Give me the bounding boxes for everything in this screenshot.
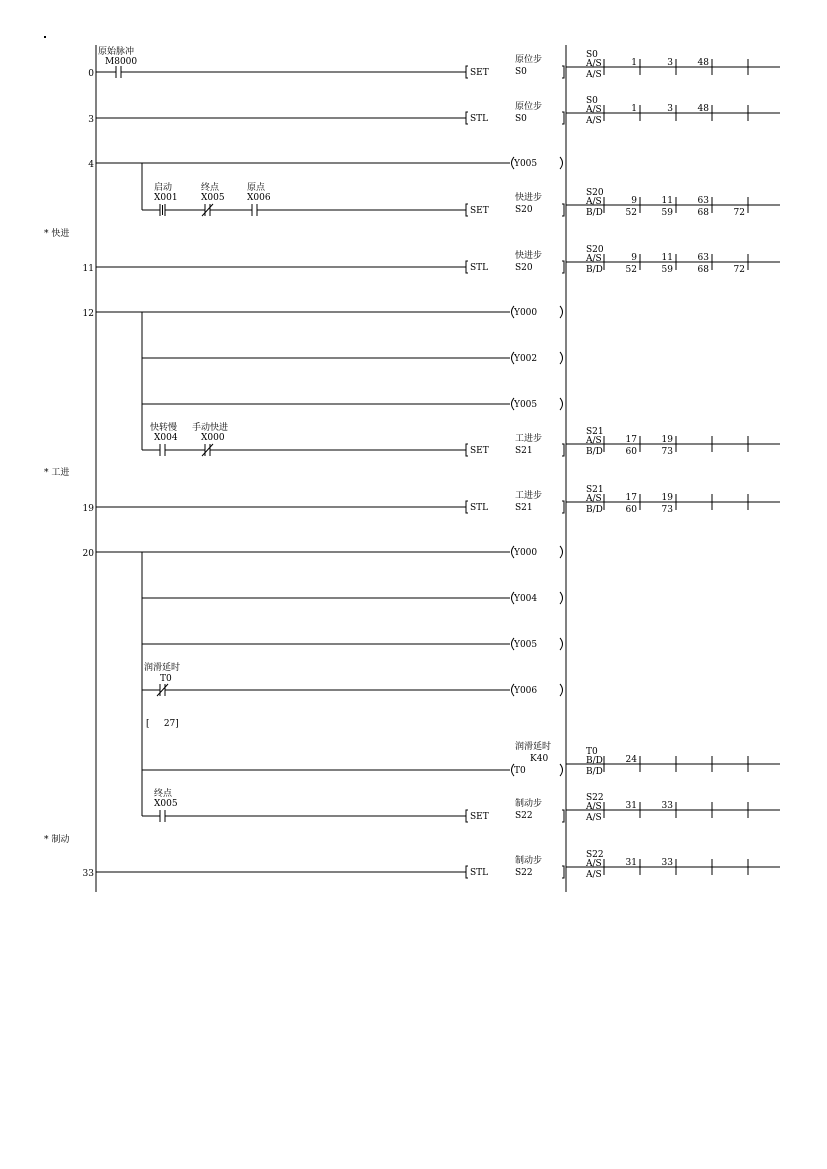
xref-tag: A/S bbox=[586, 116, 602, 126]
contact-device: X005 bbox=[201, 193, 225, 203]
xref-value: 48 bbox=[697, 58, 709, 68]
xref-value: 72 bbox=[733, 265, 745, 275]
contact-device: X001 bbox=[154, 193, 178, 203]
xref-tag: B/D bbox=[586, 265, 603, 275]
xref-value: 52 bbox=[625, 265, 637, 275]
no-contact-icon bbox=[160, 444, 165, 456]
xref-table bbox=[566, 427, 780, 457]
coil-operand: Y000 bbox=[514, 548, 538, 558]
xref-value: 19 bbox=[661, 493, 673, 503]
xref-value: 63 bbox=[697, 196, 709, 206]
xref-value: 31 bbox=[625, 801, 637, 811]
operand: S21 bbox=[515, 446, 533, 456]
xref-value: 11 bbox=[661, 196, 673, 206]
step-number: 19 bbox=[82, 504, 94, 514]
coil-operand: Y006 bbox=[514, 686, 538, 696]
rung-20 bbox=[83, 546, 564, 822]
step-number: 3 bbox=[88, 115, 94, 125]
step-number: 0 bbox=[88, 69, 94, 79]
section-label: * 快进 bbox=[44, 229, 70, 239]
xref-device: S22 bbox=[586, 850, 604, 860]
xref-value: 63 bbox=[697, 253, 709, 263]
xref-table bbox=[566, 188, 780, 218]
xref-value: 1 bbox=[631, 104, 637, 114]
contact-comment: 原始脉冲 bbox=[98, 47, 135, 57]
xref-tag: B/D bbox=[586, 767, 603, 777]
xref-device: S21 bbox=[586, 427, 604, 437]
instruction-name: STL bbox=[470, 263, 489, 273]
coil-operand: Y005 bbox=[514, 400, 538, 410]
step-number: 12 bbox=[82, 309, 94, 319]
xref-device: S22 bbox=[586, 793, 604, 803]
xref-value: 48 bbox=[697, 104, 709, 114]
instruction-bracket-icon bbox=[562, 866, 564, 878]
contact-device: X000 bbox=[201, 433, 225, 443]
no-contact-icon bbox=[252, 204, 257, 216]
xref-value: 73 bbox=[661, 505, 673, 515]
xref-tag: A/S bbox=[586, 436, 602, 446]
xref-tag: B/D bbox=[586, 447, 603, 457]
operand-comment: 工进步 bbox=[515, 434, 543, 444]
xref-value: 68 bbox=[697, 265, 709, 275]
xref-tag: B/D bbox=[586, 756, 603, 766]
xref-value: 60 bbox=[625, 505, 637, 515]
xref-table bbox=[566, 96, 780, 126]
contact-device: T0 bbox=[160, 674, 172, 684]
instruction-bracket-icon bbox=[466, 204, 468, 216]
rung-0 bbox=[88, 45, 564, 79]
xref-value: 59 bbox=[661, 265, 673, 275]
operand-comment: 快进步 bbox=[515, 193, 543, 203]
rung-19 bbox=[83, 489, 564, 514]
xref-tag: A/S bbox=[586, 494, 602, 504]
xref-device: T0 bbox=[586, 747, 598, 757]
step-number: 33 bbox=[82, 869, 94, 879]
xref-tag: B/D bbox=[586, 505, 603, 515]
xref-value: 31 bbox=[625, 858, 637, 868]
coil-operand: Y005 bbox=[514, 159, 538, 169]
contact-comment: 快转慢 bbox=[150, 423, 178, 433]
instruction-bracket-icon bbox=[466, 112, 468, 124]
instruction-bracket-icon bbox=[562, 261, 564, 273]
instruction-name: SET bbox=[470, 206, 489, 216]
contact-device: X006 bbox=[247, 193, 271, 203]
xref-value: 68 bbox=[697, 208, 709, 218]
xref-value: 17 bbox=[625, 493, 637, 503]
section-label: * 制动 bbox=[44, 835, 70, 845]
coil-icon bbox=[560, 157, 563, 169]
instruction-bracket-icon bbox=[562, 66, 564, 78]
operand: S0 bbox=[515, 67, 527, 77]
section-label: * 工进 bbox=[44, 468, 70, 478]
xref-table bbox=[566, 245, 780, 275]
xref-tag: A/S bbox=[586, 813, 602, 823]
xref-value: 1 bbox=[631, 58, 637, 68]
instruction-bracket-icon bbox=[466, 444, 468, 456]
xref-device: S0 bbox=[586, 96, 598, 106]
coil-icon bbox=[560, 352, 563, 364]
coil-operand: Y005 bbox=[514, 640, 538, 650]
operand: S0 bbox=[515, 114, 527, 124]
step-number: 11 bbox=[82, 264, 94, 274]
coil-icon bbox=[560, 546, 563, 558]
xref-device: S20 bbox=[586, 188, 604, 198]
xref-tag: A/S bbox=[586, 254, 602, 264]
xref-value: 9 bbox=[631, 253, 637, 263]
xref-tag: A/S bbox=[586, 859, 602, 869]
xref-table bbox=[566, 50, 780, 80]
instruction-bracket-icon bbox=[562, 112, 564, 124]
coil-operand: Y002 bbox=[514, 354, 538, 364]
rung-11 bbox=[83, 249, 564, 274]
timer-constant: K40 bbox=[530, 754, 549, 764]
operand: S22 bbox=[515, 811, 533, 821]
instruction-bracket-icon bbox=[562, 204, 564, 216]
contact-comment: 润滑延时 bbox=[144, 663, 181, 673]
xref-value: 11 bbox=[661, 253, 673, 263]
coil-operand: Y004 bbox=[514, 594, 538, 604]
coil-icon bbox=[560, 638, 563, 650]
step-number: 20 bbox=[82, 549, 94, 559]
contact-comment: 终点 bbox=[154, 789, 173, 799]
instruction-name: SET bbox=[470, 812, 489, 822]
xref-tag: A/S bbox=[586, 105, 602, 115]
xref-device: S0 bbox=[586, 50, 598, 60]
operand-comment: 制动步 bbox=[515, 799, 543, 809]
xref-value: 3 bbox=[667, 104, 673, 114]
xref-value: 3 bbox=[667, 58, 673, 68]
contact-device: X005 bbox=[154, 799, 178, 809]
coil-icon bbox=[560, 764, 563, 776]
rung-3 bbox=[88, 100, 564, 125]
xref-table bbox=[566, 850, 780, 880]
contact-comment: 启动 bbox=[154, 183, 173, 193]
xref-value: 72 bbox=[733, 208, 745, 218]
xref-device: S20 bbox=[586, 245, 604, 255]
xref-value: 33 bbox=[661, 858, 673, 868]
no-contact-icon bbox=[116, 66, 121, 78]
instruction-name: STL bbox=[470, 114, 489, 124]
coil-icon bbox=[560, 592, 563, 604]
xref-value: 17 bbox=[625, 435, 637, 445]
instruction-bracket-icon bbox=[562, 444, 564, 456]
rung-33 bbox=[83, 854, 564, 879]
xref-table bbox=[566, 793, 780, 823]
xref-value: 52 bbox=[625, 208, 637, 218]
xref-tag: A/S bbox=[586, 197, 602, 207]
xref-value: 59 bbox=[661, 208, 673, 218]
operand: S21 bbox=[515, 503, 533, 513]
coil-icon bbox=[560, 398, 563, 410]
operand-comment: 快进步 bbox=[515, 251, 543, 261]
xref-tag: A/S bbox=[586, 70, 602, 80]
xref-value: 9 bbox=[631, 196, 637, 206]
coil-icon bbox=[560, 684, 563, 696]
rung-12 bbox=[83, 306, 564, 456]
instruction-bracket-icon bbox=[466, 66, 468, 78]
operand: S22 bbox=[515, 868, 533, 878]
contact-device: M8000 bbox=[105, 57, 138, 67]
operand-comment: 润滑延时 bbox=[515, 742, 552, 752]
xref-device: S21 bbox=[586, 485, 604, 495]
instruction-bracket-icon bbox=[562, 501, 564, 513]
instruction-bracket-icon bbox=[466, 866, 468, 878]
instruction-name: STL bbox=[470, 868, 489, 878]
xref-tag: A/S bbox=[586, 870, 602, 880]
instruction-bracket-icon bbox=[466, 810, 468, 822]
rung-4 bbox=[88, 157, 564, 216]
instruction-bracket-icon bbox=[466, 501, 468, 513]
xref-table bbox=[566, 485, 780, 515]
operand-comment: 工进步 bbox=[515, 491, 543, 501]
instruction-name: STL bbox=[470, 503, 489, 513]
xref-table bbox=[566, 747, 780, 777]
step-marker: [ 27] bbox=[146, 719, 179, 729]
contact-comment: 终点 bbox=[201, 183, 220, 193]
contact-comment: 手动快进 bbox=[192, 423, 229, 433]
xref-value: 33 bbox=[661, 801, 673, 811]
operand-comment: 制动步 bbox=[515, 856, 543, 866]
xref-tag: A/S bbox=[586, 802, 602, 812]
xref-value: 24 bbox=[625, 755, 637, 765]
timer-operand: T0 bbox=[514, 766, 526, 776]
xref-tag: B/D bbox=[586, 208, 603, 218]
operand-comment: 原位步 bbox=[515, 55, 543, 65]
xref-value: 73 bbox=[661, 447, 673, 457]
instruction-name: SET bbox=[470, 68, 489, 78]
xref-tag: A/S bbox=[586, 59, 602, 69]
instruction-bracket-icon bbox=[562, 810, 564, 822]
pulse-contact-icon bbox=[160, 204, 165, 216]
coil-operand: Y000 bbox=[514, 308, 538, 318]
operand: S20 bbox=[515, 263, 533, 273]
operand: S20 bbox=[515, 205, 533, 215]
step-number: 4 bbox=[88, 160, 94, 170]
contact-comment: 原点 bbox=[247, 183, 266, 193]
coil-icon bbox=[560, 306, 563, 318]
instruction-name: SET bbox=[470, 446, 489, 456]
xref-value: 19 bbox=[661, 435, 673, 445]
xref-value: 60 bbox=[625, 447, 637, 457]
cross-reference-area bbox=[566, 50, 780, 880]
contact-device: X004 bbox=[154, 433, 178, 443]
operand-comment: 原位步 bbox=[515, 102, 543, 112]
no-contact-icon bbox=[160, 810, 165, 822]
instruction-bracket-icon bbox=[466, 261, 468, 273]
